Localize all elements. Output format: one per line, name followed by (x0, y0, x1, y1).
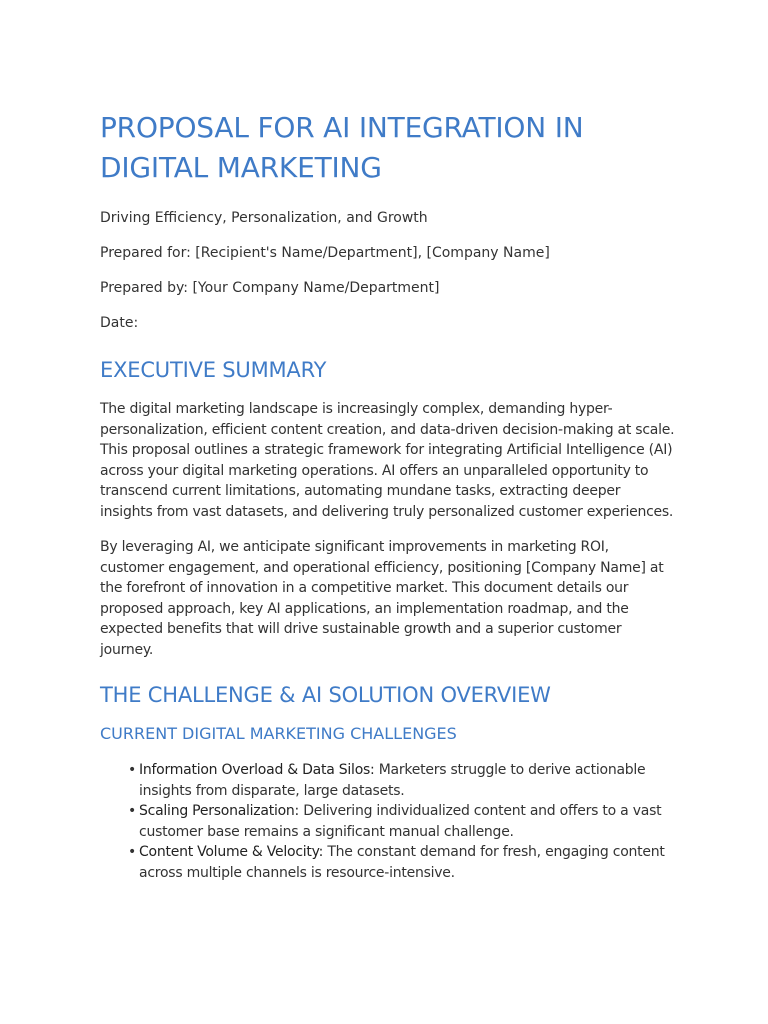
document-title (100, 108, 675, 188)
bullet-term: Scaling Personalization: (139, 803, 300, 819)
document-subtitle: Driving Efficiency, Personalization, and Growth (100, 210, 428, 226)
executive-summary-heading: EXECUTIVE SUMMARY (100, 358, 327, 382)
bullet-text: Marketers struggle to derive actionable insights from disparate, large datasets. (139, 762, 646, 799)
executive-summary-paragraph-2: By leveraging AI, we anticipate significant improvements in marketing ROI, customer engagement, and operational efficiency, positioning [Company Name] at the forefront of innovation in a competitive market. This document details our proposed approach, key AI applications, an implementation roadmap, and the expected benefits that will drive sustainable growth and a superior customer journey. (100, 539, 664, 658)
prepared-for-line: Prepared for: [Recipient's Name/Department], [Company Name] (100, 245, 550, 261)
bullet-term: Content Volume & Velocity: (139, 844, 324, 860)
challenges-list (100, 760, 675, 883)
date-line: Date: (100, 315, 139, 331)
list-item (128, 760, 675, 801)
bullet-icon: • (128, 762, 137, 778)
bullet-term: Information Overload & Data Silos: (139, 762, 375, 778)
document-page (100, 108, 675, 883)
document-title-line-1: PROPOSAL FOR AI INTEGRATION IN (100, 111, 584, 144)
bullet-text: Delivering individualized content and offers to a vast customer base remains a significant manual challenge. (139, 803, 662, 840)
current-challenges-subheading: CURRENT DIGITAL MARKETING CHALLENGES (100, 724, 457, 743)
list-item (128, 842, 675, 883)
executive-summary-paragraph-1: The digital marketing landscape is increasingly complex, demanding hyper-personalization, efficient content creation, and data-driven decision-making at scale. This proposal outlines a strategic framework for integrating Artificial Intelligence (AI) across your digital marketing operations. AI offers an unparalleled opportunity to transcend current limitations, automating mundane tasks, extracting deeper insights from vast datasets, and delivering truly personalized customer experiences. (100, 401, 675, 520)
list-item (128, 801, 675, 842)
document-title-line-2: DIGITAL MARKETING (100, 151, 382, 184)
bullet-text: The constant demand for fresh, engaging content across multiple channels is resource-intensive. (139, 844, 665, 881)
challenge-overview-heading: THE CHALLENGE & AI SOLUTION OVERVIEW (100, 683, 551, 707)
prepared-by-line: Prepared by: [Your Company Name/Department] (100, 280, 440, 296)
bullet-icon: • (128, 803, 137, 819)
bullet-icon: • (128, 844, 137, 860)
